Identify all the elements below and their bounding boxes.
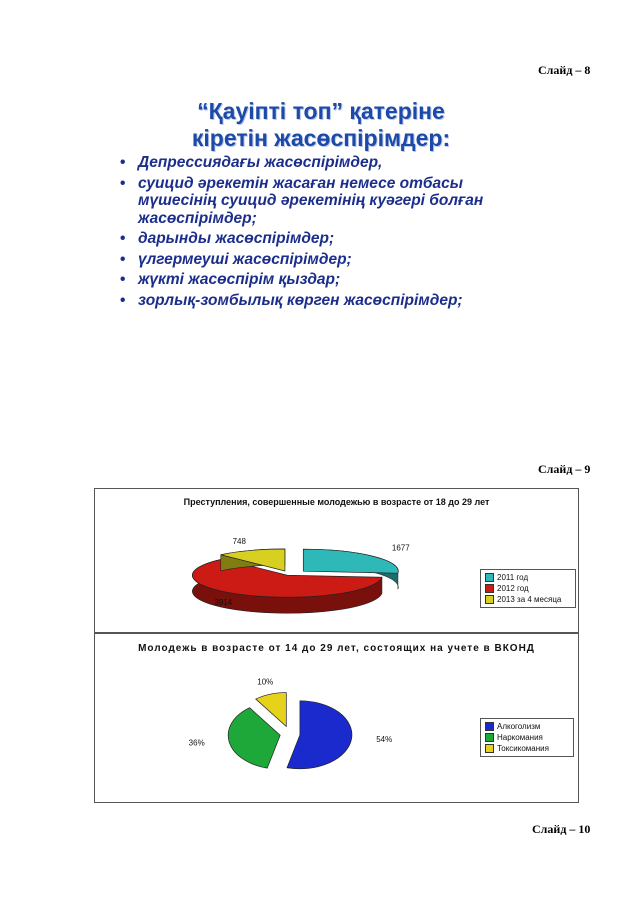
pie-data-label-0: 54%	[376, 734, 393, 744]
list-item	[112, 251, 530, 269]
slide-8-label: Слайд – 8	[538, 63, 591, 77]
slide-8	[112, 90, 530, 412]
pie-slice-top-1	[228, 708, 280, 768]
legend-label-alcoholism: Алкоголизм	[497, 722, 541, 731]
list-item-text: зорлық-зомбылық көрген жасөспірімдер;	[138, 291, 463, 309]
pie-data-label-1: 36%	[188, 738, 205, 748]
list-item	[112, 175, 530, 228]
list-item	[112, 154, 530, 172]
legend-label-2013: 2013 за 4 месяца	[497, 595, 562, 604]
bullet-icon: •	[120, 291, 126, 309]
bullet-icon: •	[120, 230, 126, 247]
bullet-icon: •	[120, 271, 126, 288]
list-item-text: суицид әрекетін жасаған немесе отбасы мүшесінің суицид әрекетінің куәгері болған жасөспірімдер;	[138, 174, 484, 227]
addiction-legend	[480, 718, 574, 757]
legend-item-2011	[485, 572, 571, 583]
pie-data-label-2: 10%	[257, 677, 274, 687]
legend-item-narcomania	[485, 732, 569, 743]
list-item-text: үлгермеуші жасөспірімдер;	[138, 250, 352, 268]
addiction-chart	[94, 633, 579, 803]
slide-9-label: Слайд – 9	[538, 462, 591, 476]
slide-8-list	[112, 154, 530, 312]
bullet-icon: •	[120, 250, 126, 268]
slide-8-title-line-2: кіретін жасөспірімдер:	[191, 125, 451, 151]
addiction-chart-title: Молодежь в возрасте от 14 до 29 лет, состоящих на учете в ВКОНД	[138, 643, 535, 654]
legend-swatch-2012	[485, 584, 494, 593]
crimes-chart-title: Преступления, совершенные молодежью в возрасте от 18 до 29 лет	[183, 497, 490, 507]
crimes-chart	[94, 488, 579, 633]
crimes-pie	[95, 489, 578, 632]
pie-data-label-1: 3914	[214, 598, 233, 608]
bullet-icon: •	[120, 154, 126, 171]
legend-swatch-2011	[485, 573, 494, 582]
legend-swatch-alcoholism	[485, 722, 494, 731]
pie-slice-0	[287, 701, 352, 769]
legend-swatch-toxicomania	[485, 744, 494, 753]
slide-8-title	[112, 98, 530, 152]
slide-10-label: Слайд – 10	[532, 822, 591, 836]
pie-slice-top-0	[287, 701, 352, 769]
list-item	[112, 230, 530, 248]
crimes-legend	[480, 569, 576, 608]
slide-8-title-line-1: “Қауіпті топ” қатеріне	[197, 98, 445, 124]
legend-swatch-narcomania	[485, 733, 494, 742]
pie-data-label-0: 1677	[391, 543, 410, 553]
legend-item-2013	[485, 594, 571, 605]
legend-swatch-2013	[485, 595, 494, 604]
legend-item-alcoholism	[485, 721, 569, 732]
legend-label-narcomania: Наркомания	[497, 733, 543, 742]
list-item	[112, 271, 530, 289]
legend-item-toxicomania	[485, 743, 569, 754]
list-item-text: жүкті жасөспірім қыздар;	[138, 271, 341, 288]
legend-item-2012	[485, 583, 571, 594]
bullet-icon: •	[120, 174, 126, 192]
legend-label-2011: 2011 год	[497, 573, 529, 582]
pie-data-label-2: 748	[232, 536, 246, 546]
list-item-text: Депрессиядағы жасөспірімдер,	[138, 154, 383, 171]
legend-label-toxicomania: Токсикомания	[497, 744, 549, 753]
legend-label-2012: 2012 год	[497, 584, 529, 593]
pie-slice-top-0	[303, 549, 398, 573]
pie-slice-1	[228, 708, 280, 768]
list-item	[112, 292, 530, 310]
list-item-text: дарынды жасөспірімдер;	[138, 230, 335, 247]
